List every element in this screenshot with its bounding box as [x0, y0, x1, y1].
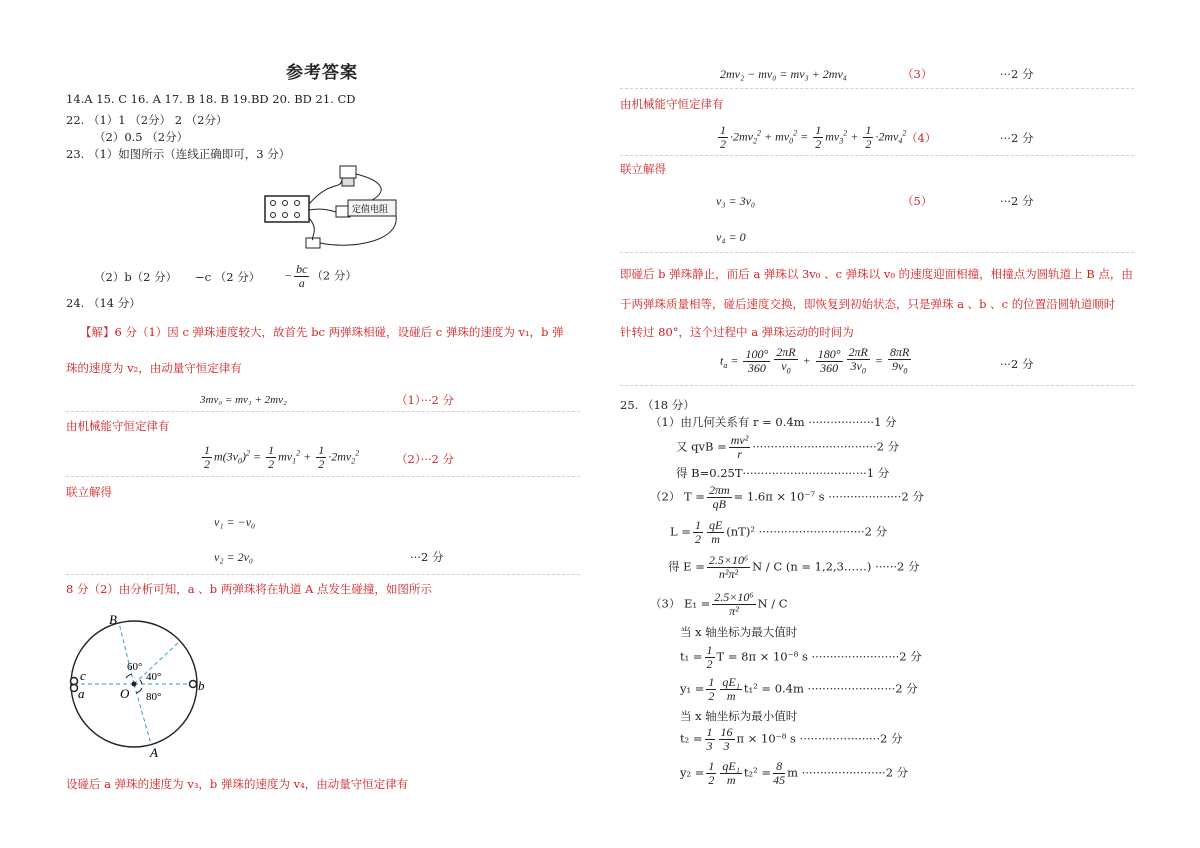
divider	[620, 252, 1134, 253]
circuit-diagram	[260, 160, 410, 255]
equation-6-mark: （5）	[902, 194, 933, 208]
label-A: A	[150, 745, 158, 760]
para-line-3: 针转过 80°，这个过程中 a 弹珠运动的时间为	[620, 325, 854, 339]
meter-top	[340, 166, 356, 178]
t2-line: t₂ = $\frac{1}{3}$ $\frac{16}{3}$ π × 10⁻⁸ s ······················2 分	[680, 725, 903, 753]
q23-c-answer: −c （2 分）	[195, 270, 261, 284]
divider	[620, 88, 1134, 89]
angle-80: 80°	[146, 691, 162, 703]
bead-b	[190, 681, 197, 688]
q25-part1-line1: （1）由几何关系有 r = 0.4m ··················1 分	[650, 415, 897, 429]
y1-line: y₁ = $\frac{1}{2}$ $\frac{\text{qE₁}}{m}$ t₁² = 0.4m ························2 分	[680, 675, 918, 703]
solve-line-right: 联立解得	[620, 162, 666, 176]
equation-3-mark: ···2 分	[410, 550, 444, 564]
equation-4-points: ···2 分	[1000, 67, 1034, 81]
q22-line2: （2）0.5 （2分）	[94, 130, 189, 144]
energy-line-left: 由机械能守恒定律有	[66, 419, 170, 433]
equation-6a: v₃ = 3v₀	[716, 194, 756, 208]
equation-3b: v₂ = 2v₀	[214, 550, 254, 564]
part2-line: 8 分（2）由分析可知，a 、b 两弹珠将在轨道 A 点发生碰撞，如图所示	[66, 582, 432, 596]
divider	[66, 574, 580, 575]
label-c: c	[80, 668, 86, 683]
equation-1: 3mv₀ = mv₁ + 2mv₂	[200, 394, 287, 406]
energy-line-right: 由机械能守恒定律有	[620, 97, 724, 111]
solve-line-left: 联立解得	[66, 485, 112, 499]
equation-6b: v₄ = 0	[716, 230, 746, 244]
equation-3a: v₁ = −v₀	[214, 515, 256, 529]
equation-5-mark: （4）	[906, 131, 937, 145]
divider	[620, 385, 1134, 386]
angle-60: 60°	[127, 661, 143, 673]
label-O: O	[120, 686, 130, 701]
label-a: a	[78, 686, 85, 701]
equation-1-mark: （1）···2 分	[396, 393, 455, 407]
q25-header: 25. （18 分）	[620, 398, 695, 412]
q24-para1b: 珠的速度为 v₂，由动量守恒定律有	[66, 361, 242, 375]
equation-2: $\frac{1}{2}$ $m(3v_0)^2$ = $\frac{1}{2}$ $mv_1^2$ + $\frac{1}{2}$ $\cdot 2mv_2^2$	[204, 443, 360, 471]
q24-header: 24. （14 分）	[66, 296, 141, 310]
divider	[620, 155, 1134, 156]
equation-7-points: ···2 分	[1000, 357, 1034, 371]
para-line-2: 于两弹珠质量相等，碰后速度交换，即恢复到初始状态，只是弹珠 a 、b 、c 的位置沿圆轨道顺时	[620, 297, 1116, 311]
label-b: b	[198, 678, 205, 693]
xmax-line: 当 x 轴坐标为最大值时	[680, 625, 798, 639]
q23-b-answer: （2）b（2 分）	[94, 270, 178, 284]
t1-line: t₁ = $\frac{1}{2}$ T = 8π × 10⁻⁸ s ························2 分	[680, 643, 922, 671]
xmin-line: 当 x 轴坐标为最小值时	[680, 709, 798, 723]
track-diagram	[62, 602, 222, 762]
q25-period: （2） T = $\frac{2\pi m}{qB}$ = 1.6π × 10⁻⁷ s ····················2 分	[650, 483, 924, 511]
equation-4: 2mv₂ − mv₀ = mv₃ + 2mv₄	[720, 67, 847, 81]
resistor-label: 定值电阻	[352, 204, 389, 214]
q22-line1: 22. （1）1 （2分） 2 （2分）	[66, 113, 228, 127]
bottom-line: 设碰后 a 弹珠的速度为 v₃，b 弹珠的速度为 v₄，由动量守恒定律有	[66, 777, 409, 791]
divider	[66, 476, 580, 477]
q23-fraction: − $\frac{bc}{a}$ （2 分）	[284, 262, 357, 290]
equation-5-points: ···2 分	[1000, 131, 1034, 145]
q24-para1a: 【解】6 分（1）因 c 弹珠速度较大，故首先 bc 两弹珠相碰，设碰后 c 弹珠的速度为 v₁，b 弹	[80, 325, 564, 339]
q25-part1-line2: 又 qvB = $\frac{\text{mv²}}{r}$ ··································2 分	[676, 433, 900, 461]
mc-answers: 14.A 15. C 16. A 17. B 18. B 19.BD 20. BD 21. CD	[66, 92, 356, 106]
page-title: 参考答案	[286, 63, 358, 83]
label-B: B	[109, 612, 117, 627]
equation-2-mark: （2）···2 分	[396, 452, 455, 466]
y2-line: y₂ = $\frac{1}{2}$ $\frac{\text{qE₁}}{m}$ t₂² = $\frac{8}{45}$ m ·······················2 分	[680, 759, 909, 787]
para-line-1: 即碰后 b 弹珠静止，而后 a 弹珠以 3v₀ 、c 弹珠以 v₀ 的速度迎面相撞，相撞点为圆轨道上 B 点，由	[620, 267, 1133, 281]
equation-7: $t_a$ = $\frac{100^\circ}{360}$ $\frac{2\pi R}{v_0}$ + $\frac{180^\circ}{360}$ $\frac{2\pi R}{3v_0}$ = $\frac{8\pi R}{9v_0}$	[720, 345, 910, 376]
battery-box	[265, 196, 309, 222]
bead-c	[71, 678, 78, 685]
angle-40: 40°	[146, 671, 162, 683]
bead-a	[71, 685, 78, 692]
q25-field-E: 得 E = $\frac{\text{2.5×10⁶}}{\text{n²π²}}$ N / C (n = 1,2,3……) ······2 分	[668, 553, 920, 581]
equation-6-points: ···2 分	[1000, 194, 1034, 208]
equation-5: $\frac{1}{2}$ $\cdot 2mv_2^2 + mv_0^2$ = $\frac{1}{2}$ $mv_3^2$ + $\frac{1}{2}$ $\cdot 2mv_4^2$	[720, 123, 907, 151]
equation-4-mark: （3）	[902, 67, 933, 81]
q25-part1-line3: 得 B=0.25T··································1 分	[676, 466, 890, 480]
q25-part3-E1: （3） E₁ = $\frac{\text{2.5×10⁶}}{\text{π²}}$ N / C	[650, 590, 788, 618]
q25-length: L = $\frac{1}{2}$ $\frac{qE}{m}$ (nT)² ·····························2 分	[670, 518, 888, 546]
center-point	[132, 682, 137, 687]
divider	[66, 411, 580, 412]
q23-line1: 23. （1）如图所示（连线正确即可，3 分）	[66, 147, 291, 161]
